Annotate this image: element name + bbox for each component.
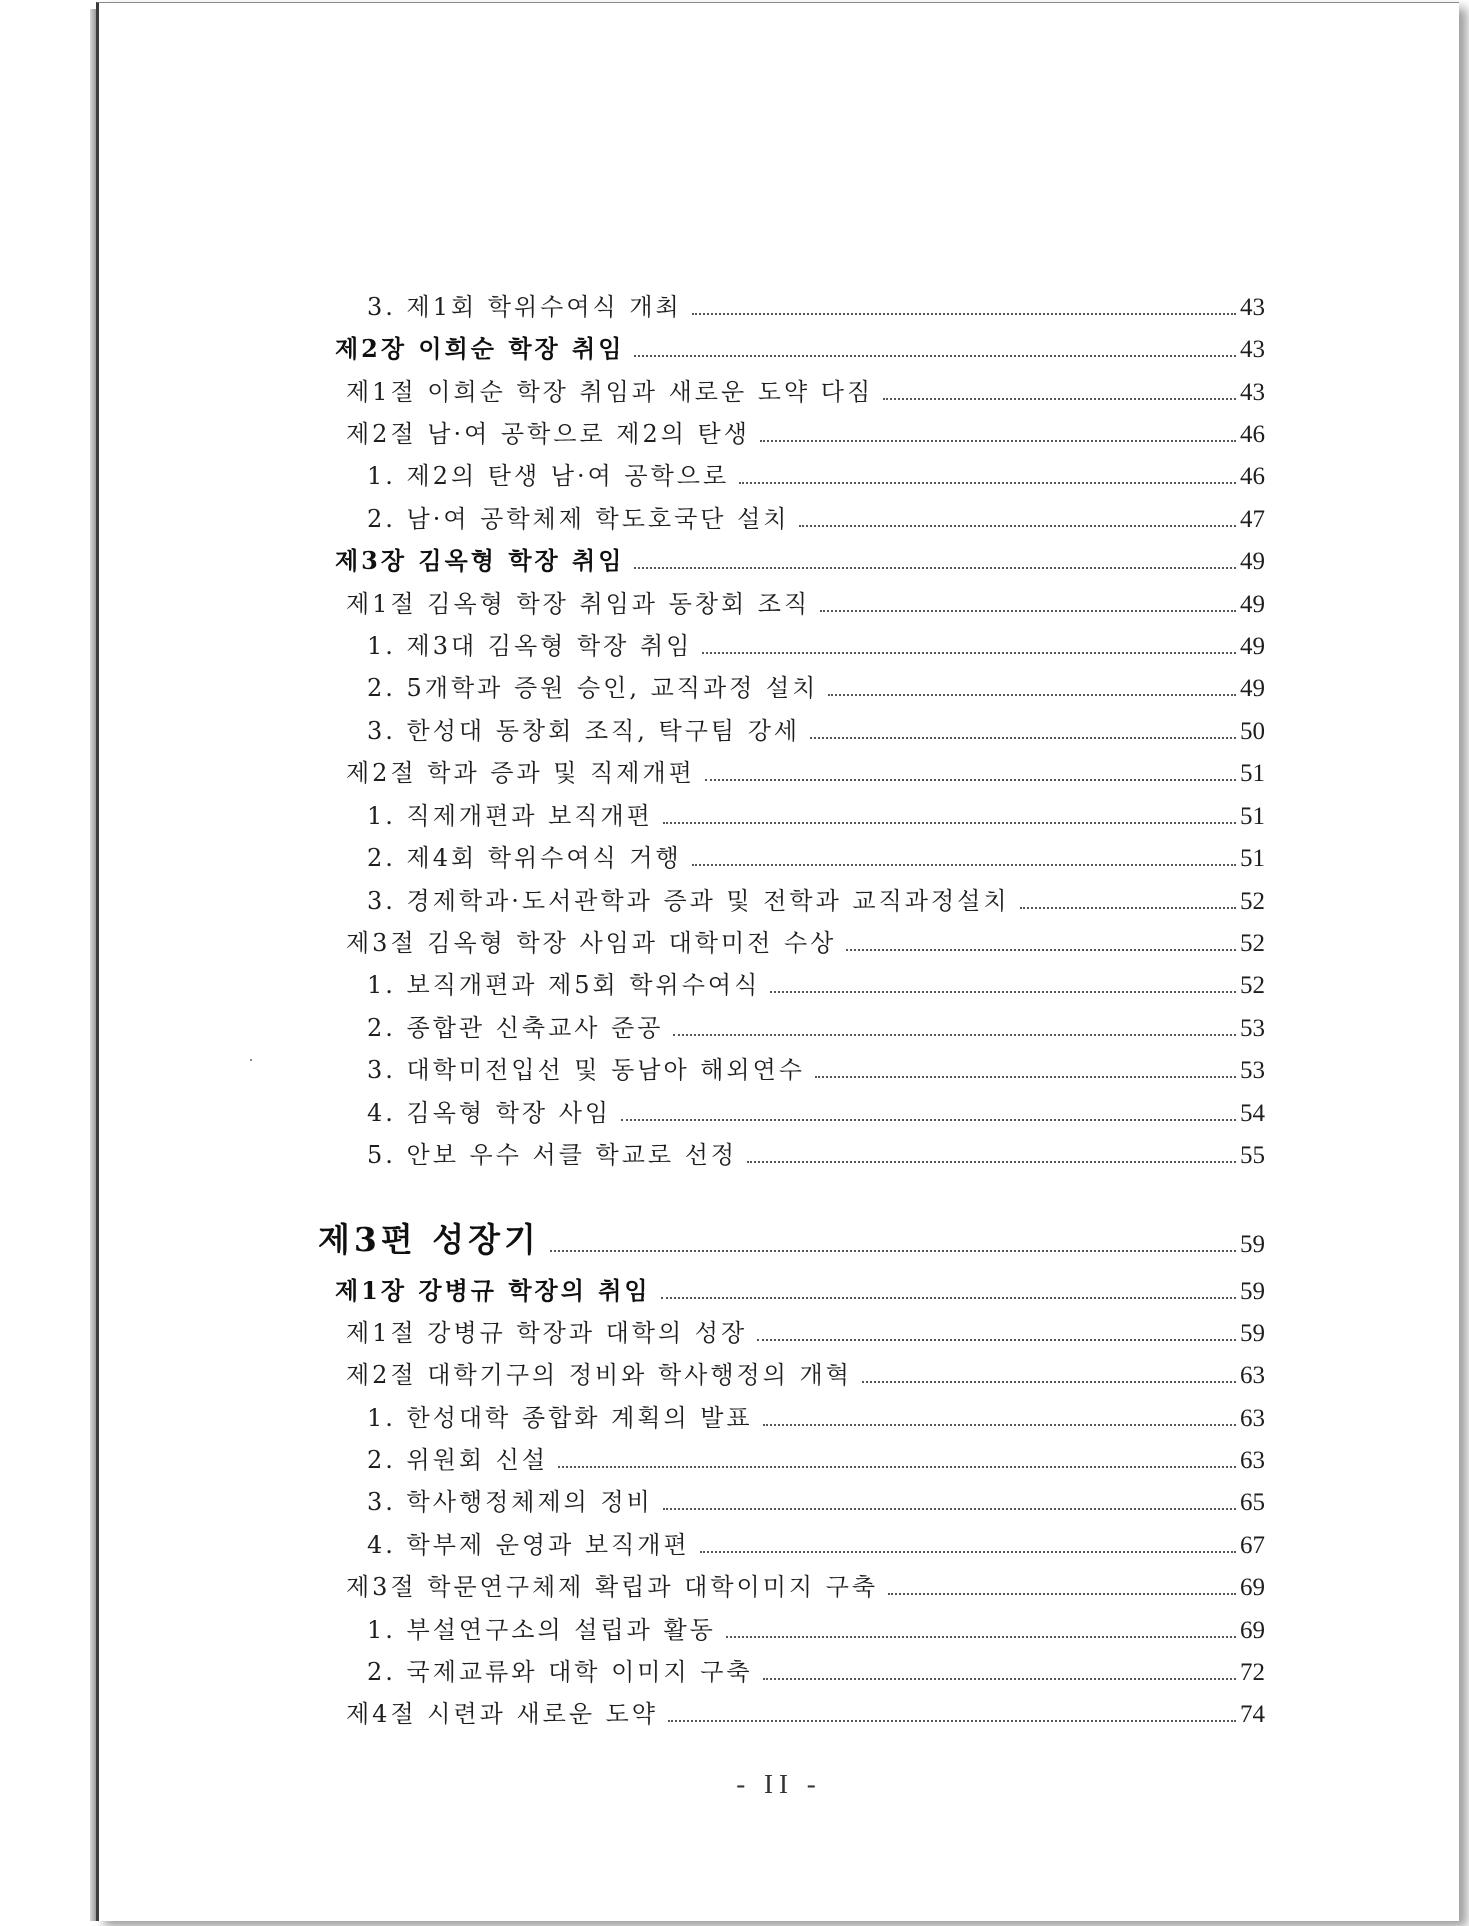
toc-entry-title: 제1절 강병규 학장과 대학의 성장 <box>346 1319 748 1347</box>
toc-page-number: 54 <box>1240 1100 1265 1127</box>
toc-entry-item <box>367 1441 1265 1479</box>
toc-entry-item <box>367 1653 1265 1691</box>
toc-page-number: 51 <box>1240 760 1265 787</box>
toc-entry-item <box>367 839 1265 877</box>
dot-leader <box>1020 907 1236 909</box>
toc-entry-item <box>367 712 1265 750</box>
toc-page-number: 69 <box>1240 1617 1265 1644</box>
toc-page-number: 49 <box>1240 591 1265 618</box>
toc-page-number: 43 <box>1240 379 1265 406</box>
toc-page-number: 53 <box>1240 1015 1265 1042</box>
dot-leader <box>673 1034 1236 1036</box>
dot-leader <box>663 1508 1236 1510</box>
toc-entry-section <box>346 1314 1265 1352</box>
dot-leader <box>888 1593 1236 1595</box>
toc-entry-title: 1. 제2의 탄생 남·여 공학으로 <box>367 462 730 490</box>
toc-entry-part <box>318 1215 1265 1263</box>
toc-page-number: 55 <box>1240 1142 1265 1169</box>
dot-leader <box>700 1551 1236 1553</box>
toc-page-number: 52 <box>1240 930 1265 957</box>
dot-leader <box>763 1678 1236 1680</box>
toc-page-number: 49 <box>1240 633 1265 660</box>
toc-entry-title: 3. 제1회 학위수여식 개최 <box>367 293 682 321</box>
toc-page-number: 65 <box>1240 1489 1265 1516</box>
toc-entry-item <box>367 1611 1265 1649</box>
dot-leader <box>747 1161 1236 1163</box>
toc-entry-title: 2. 5개학과 증원 승인, 교직과정 설치 <box>367 674 819 702</box>
toc-page-number: 63 <box>1240 1447 1265 1474</box>
toc-page-number: 52 <box>1240 888 1265 915</box>
toc-page-number: 46 <box>1240 463 1265 490</box>
dot-leader <box>634 567 1236 569</box>
toc-entry-section <box>346 1568 1265 1606</box>
toc-entry-chapter <box>335 1272 1265 1310</box>
dot-leader <box>828 694 1236 696</box>
dot-leader <box>702 652 1236 654</box>
dot-leader <box>558 1466 1236 1468</box>
toc-entry-item <box>367 1399 1265 1437</box>
toc-entry-chapter <box>335 330 1265 368</box>
toc-entry-item <box>367 1094 1265 1132</box>
dot-leader <box>705 779 1236 781</box>
toc-page-number: 59 <box>1240 1278 1265 1305</box>
toc-entry-title: 제3장 김옥형 학장 취임 <box>335 546 625 575</box>
toc-entry-item <box>367 669 1265 707</box>
toc-page-number: 50 <box>1240 718 1265 745</box>
toc-entry-title: 2. 종합관 신축교사 준공 <box>367 1014 664 1042</box>
toc-entry-title: 제2장 이희순 학장 취임 <box>335 334 625 363</box>
toc-entry-item <box>367 882 1265 920</box>
toc-entry-title: 4. 학부제 운영과 보직개편 <box>367 1531 690 1559</box>
toc-entry-title: 제4절 시련과 새로운 도약 <box>346 1700 658 1728</box>
dot-leader <box>862 1381 1236 1383</box>
toc-page-number: 63 <box>1240 1362 1265 1389</box>
toc-entry-title: 1. 한성대학 종합화 계획의 발표 <box>367 1404 753 1432</box>
toc-entry-title: 2. 남·여 공학체제 학도호국단 설치 <box>367 505 790 533</box>
toc-entry-title: 3. 학사행정체제의 정비 <box>367 1488 653 1516</box>
toc-entry-chapter <box>335 542 1265 580</box>
toc-entry-item <box>367 1136 1265 1174</box>
toc-entry-title: 제2절 남·여 공학으로 제2의 탄생 <box>346 420 750 448</box>
toc-entry-title: 제1절 김옥형 학장 취임과 동창회 조직 <box>346 590 811 618</box>
dot-leader <box>763 1424 1236 1426</box>
toc-page-number: 72 <box>1240 1659 1265 1686</box>
toc-entry-section <box>346 1356 1265 1394</box>
toc-entry-title: 3. 대학미전입선 및 동남아 해외연수 <box>367 1056 805 1084</box>
toc-entry-item <box>367 500 1265 538</box>
toc-page-number: 49 <box>1240 548 1265 575</box>
toc-entry-title: 제3절 김옥형 학장 사임과 대학미전 수상 <box>346 929 837 957</box>
toc-entry-section <box>346 373 1265 411</box>
dot-leader <box>661 1297 1236 1299</box>
toc-page-number: 52 <box>1240 972 1265 999</box>
dot-leader <box>757 1339 1236 1341</box>
toc-entry-section <box>346 924 1265 962</box>
dot-leader <box>760 440 1236 442</box>
dot-leader <box>739 482 1236 484</box>
toc-entry-title: 제3편 성장기 <box>318 1220 540 1259</box>
toc-entry-item <box>367 288 1265 326</box>
dot-leader <box>815 1076 1236 1078</box>
toc-entry-section <box>346 754 1265 792</box>
toc-entry-section <box>346 1695 1265 1733</box>
dot-leader <box>663 822 1236 824</box>
toc-entry-title: 2. 국제교류와 대학 이미지 구축 <box>367 1658 753 1686</box>
dot-leader <box>820 610 1236 612</box>
toc-page-number: 43 <box>1240 336 1265 363</box>
toc-page-number: 51 <box>1240 845 1265 872</box>
toc-entry-title: 5. 안보 우수 서클 학교로 선정 <box>367 1141 738 1169</box>
dot-leader <box>692 864 1236 866</box>
toc-entry-item <box>367 1526 1265 1564</box>
toc-entry-section <box>346 415 1265 453</box>
toc-entry-title: 1. 직제개편과 보직개편 <box>367 802 653 830</box>
toc-entry-title: 1. 제3대 김옥형 학장 취임 <box>367 632 693 660</box>
toc-entry-item <box>367 1483 1265 1521</box>
toc-entry-item <box>367 966 1265 1004</box>
toc-entry-item <box>367 1051 1265 1089</box>
dot-leader <box>692 313 1236 315</box>
dot-leader <box>621 1119 1236 1121</box>
toc-page-number: 46 <box>1240 421 1265 448</box>
table-of-contents <box>99 3 1459 1921</box>
dot-leader <box>883 398 1236 400</box>
toc-page-number: 49 <box>1240 675 1265 702</box>
toc-page-number: 63 <box>1240 1405 1265 1432</box>
toc-entry-title: 제1절 이희순 학장 취임과 새로운 도약 다짐 <box>346 378 874 406</box>
toc-entry-title: 4. 김옥형 학장 사임 <box>367 1099 612 1127</box>
toc-page-number: 59 <box>1240 1231 1265 1258</box>
dot-leader <box>846 949 1236 951</box>
toc-entry-section <box>346 585 1265 623</box>
toc-entry-title: 2. 제4회 학위수여식 거행 <box>367 844 682 872</box>
dot-leader <box>550 1250 1236 1252</box>
toc-entry-item <box>367 797 1265 835</box>
toc-page-number: 47 <box>1240 506 1265 533</box>
dot-leader <box>799 525 1236 527</box>
toc-entry-title: 1. 부설연구소의 설립과 활동 <box>367 1616 716 1644</box>
dot-leader <box>726 1636 1236 1638</box>
toc-page-number: 59 <box>1240 1320 1265 1347</box>
toc-page-number: 67 <box>1240 1532 1265 1559</box>
toc-entry-title: 1. 보직개편과 제5회 학위수여식 <box>367 971 761 999</box>
toc-entry-item <box>367 627 1265 665</box>
toc-entry-title: 3. 경제학과·도서관학과 증과 및 전학과 교직과정설치 <box>367 887 1010 915</box>
scan-speck <box>250 1059 252 1061</box>
dot-leader <box>668 1720 1236 1722</box>
toc-entry-title: 제2절 대학기구의 정비와 학사행정의 개혁 <box>346 1361 852 1389</box>
toc-entry-item <box>367 1009 1265 1047</box>
toc-entry-title: 3. 한성대 동창회 조직, 탁구팀 강세 <box>367 717 801 745</box>
dot-leader <box>770 991 1236 993</box>
toc-entry-title: 2. 위원회 신설 <box>367 1446 549 1474</box>
toc-page-number: 69 <box>1240 1574 1265 1601</box>
dot-leader <box>634 355 1236 357</box>
page-number-footer: - II - <box>736 1769 822 1799</box>
toc-page-number: 43 <box>1240 294 1265 321</box>
toc-entry-item <box>367 457 1265 495</box>
document-page <box>96 2 1459 1921</box>
toc-entry-title: 제2절 학과 증과 및 직제개편 <box>346 759 695 787</box>
toc-entry-title: 제1장 강병규 학장의 취임 <box>335 1276 651 1305</box>
toc-entry-title: 제3절 학문연구체제 확립과 대학이미지 구축 <box>346 1573 879 1601</box>
toc-page-number: 53 <box>1240 1057 1265 1084</box>
toc-page-number: 74 <box>1240 1701 1265 1728</box>
toc-page-number: 51 <box>1240 803 1265 830</box>
dot-leader <box>810 737 1236 739</box>
